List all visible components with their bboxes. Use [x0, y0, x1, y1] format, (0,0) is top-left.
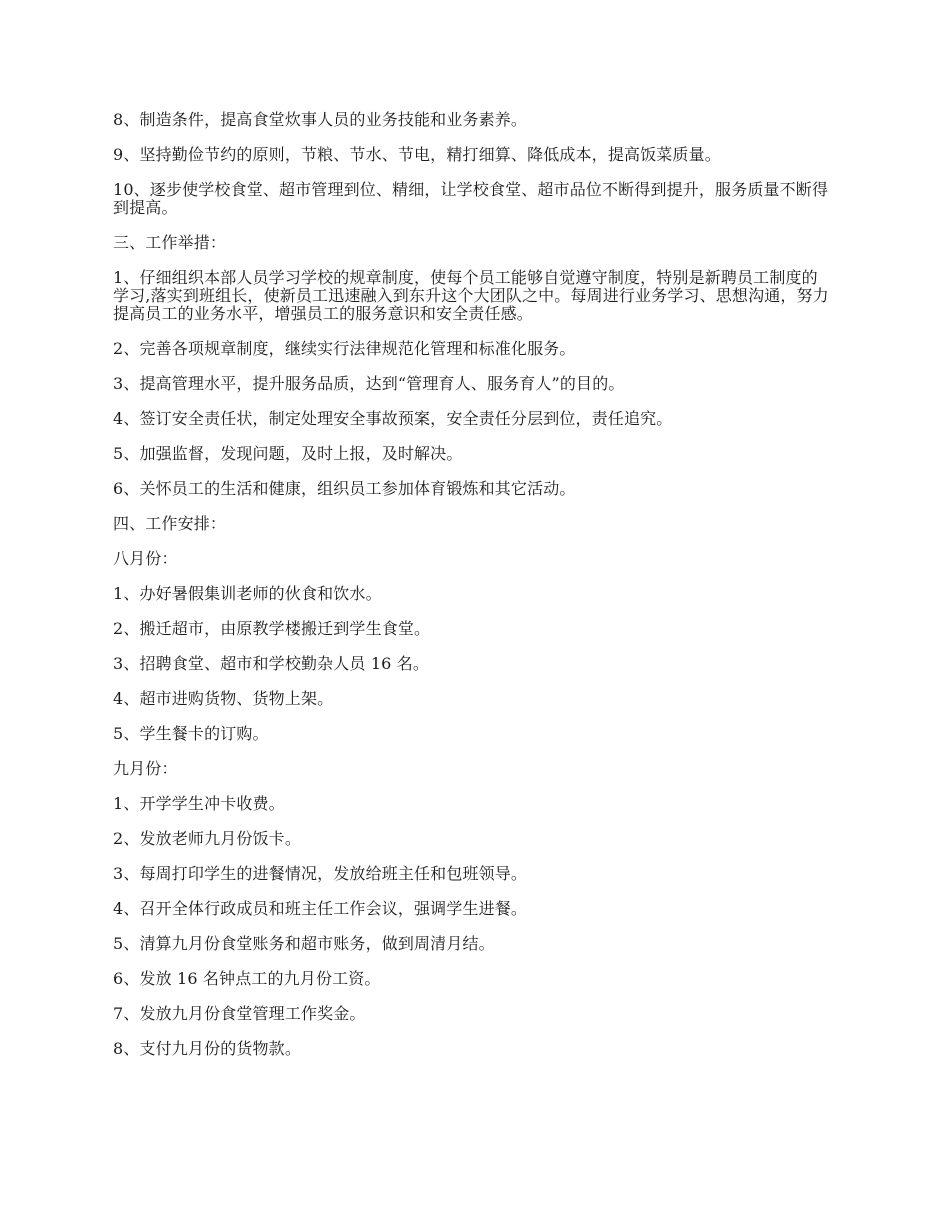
list-item-measure-5: 5、加强监督，发现问题，及时上报，及时解决。	[113, 444, 463, 463]
list-item-measure-4: 4、签订安全责任状，制定处理安全事故预案，安全责任分层到位，责任追究。	[113, 409, 673, 428]
list-item-measure-6: 6、关怀员工的生活和健康，组织员工参加体育锻炼和其它活动。	[113, 479, 576, 498]
subheading-september: 九月份：	[113, 759, 178, 778]
list-item-september-6: 6、发放 16 名钟点工的九月份工资。	[113, 969, 381, 988]
list-item-measure-2: 2、完善各项规章制度，继续实行法律规范化管理和标准化服务。	[113, 339, 576, 358]
list-item-september-5: 5、清算九月份食堂账务和超市账务，做到周清月结。	[113, 934, 495, 953]
document-body	[113, 111, 833, 1075]
list-item-august-2: 2、搬迁超市，由原教学楼搬迁到学生食堂。	[113, 619, 431, 638]
list-item-september-8: 8、支付九月份的货物款。	[113, 1039, 301, 1058]
list-item-september-7: 7、发放九月份食堂管理工作奖金。	[113, 1004, 366, 1023]
list-item-september-4: 4、召开全体行政成员和班主任工作会议，强调学生进餐。	[113, 899, 528, 918]
list-item-august-4: 4、超市进购货物、货物上架。	[113, 689, 334, 708]
list-item-goal-8: 8、制造条件，提高食堂炊事人员的业务技能和业务素养。	[113, 110, 528, 129]
list-item-august-3: 3、招聘食堂、超市和学校勤杂人员 16 名。	[113, 654, 430, 673]
subheading-august: 八月份：	[113, 549, 178, 568]
list-item-goal-9: 9、坚持勤俭节约的原则，节粮、节水、节电，精打细算、降低成本，提高饭菜质量。	[113, 145, 721, 164]
section-heading-schedule: 四、工作安排：	[113, 514, 227, 533]
list-item-september-2: 2、发放老师九月份饭卡。	[113, 829, 301, 848]
list-item-measure-1: 1、仔细组织本部人员学习学校的规章制度，使每个员工能够自觉遵守制度，特别是新聘员工制度的学习,落实到班组长，使新员工迅速融入到东升这个大团队之中。每周进行业务学习、思想沟通，努力提高员工的业务水平，增强员工的服务意识和安全责任感。	[113, 268, 829, 323]
list-item-august-5: 5、学生餐卡的订购。	[113, 724, 269, 743]
list-item-september-1: 1、开学学生冲卡收费。	[113, 794, 285, 813]
list-item-september-3: 3、每周打印学生的进餐情况，发放给班主任和包班领导。	[113, 864, 528, 883]
list-item-august-1: 1、办好暑假集训老师的伙食和饮水。	[113, 584, 382, 603]
list-item-measure-3: 3、提高管理水平，提升服务品质，达到“管理育人、服务育人”的目的。	[113, 374, 625, 393]
list-item-goal-10: 10、逐步使学校食堂、超市管理到位、精细，让学校食堂、超市品位不断得到提升，服务质量不断得到提高。	[113, 180, 829, 217]
section-heading-measures: 三、工作举措：	[113, 233, 227, 252]
